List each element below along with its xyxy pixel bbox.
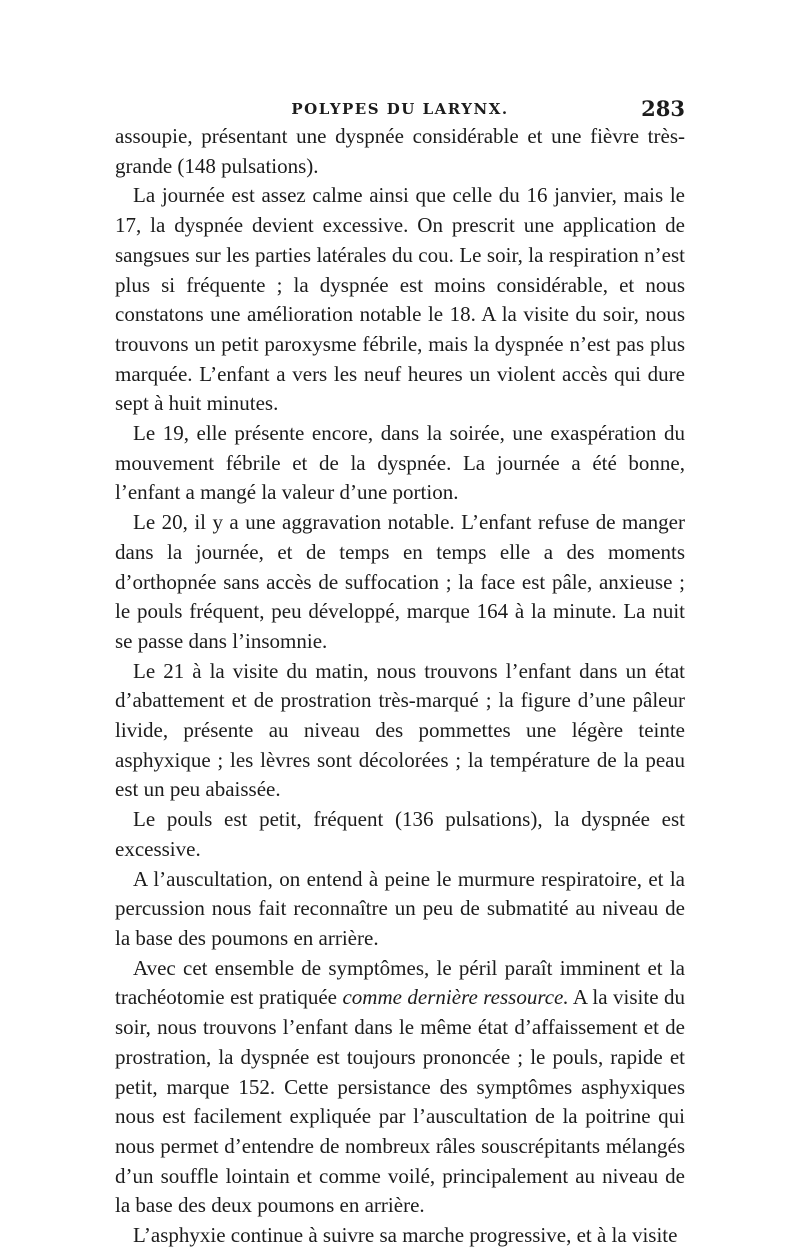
paragraph: Le 19, elle présente encore, dans la soirée, une exaspération du mouvement fébrile et de la dyspnée. La journée a été bonne, l’enfant a mangé la valeur d’une portion.	[115, 421, 685, 505]
paragraph: Le 20, il y a une aggravation notable. L’enfant refuse de manger dans la journée, et de temps en temps elle a des moments d’orthopnée sans accès de suffocation ; la face est pâle, anxieuse ; le pouls fréquent, peu développé, marque 164 à la minute. La nuit se passe dans l’insomnie.	[115, 510, 685, 653]
paragraph-text-after: A la visite du soir, nous trouvons l’enfant dans le même état d’affaissement et de prostration, la dyspnée est toujours prononcée ; le pouls, rapide et petit, marque 152. Cette persistance des symptômes asphyxiques nous est facilement expliquée par l’auscultation de la poitrine qui nous permet d’entendre de nombreux râles souscrépitants mélangés d’un souffle lointain et comme voilé, principalement au niveau de la base des deux poumons en arrière.	[115, 985, 685, 1218]
paragraph-continues-next-page: L’asphyxie continue à suivre sa marche progressive, et à la visite	[133, 1223, 678, 1248]
italic-phrase: comme dernière ressource.	[342, 985, 569, 1010]
paragraph-continuation: assoupie, présentant une dyspnée considérable et une fièvre très-grande (148 pulsations).	[115, 124, 685, 178]
paragraph: La journée est assez calme ainsi que celle du 16 janvier, mais le 17, la dyspnée devient excessive. On prescrit une application de sangsues sur les parties latérales du cou. Le soir, la respiration n’est plus si fréquente ; la dyspnée est moins considérable, et nous constatons une amélioration notable le 18. A la visite du soir, nous trouvons un petit paroxysme fébrile, mais la dyspnée n’est pas plus marquée. L’enfant a vers les neuf heures un violent accès qui dure sept à huit minutes.	[115, 183, 685, 416]
page-number: 283	[641, 96, 685, 121]
paragraph: Le pouls est petit, fréquent (136 pulsations), la dyspnée est excessive.	[115, 807, 685, 861]
paragraph	[115, 954, 685, 1221]
body-text	[115, 122, 685, 1251]
paragraph-text-before: Avec cet ensemble de symptômes, le péril paraît imminent et la trachéotomie est pratiquée	[115, 955, 685, 1010]
paragraph: A l’auscultation, on entend à peine le murmure respiratoire, et la percussion nous fait reconnaître un peu de submatité au niveau de la base des poumons en arrière.	[115, 866, 685, 950]
running-title: POLYPES DU LARYNX.	[291, 100, 509, 118]
paragraph: Le 21 à la visite du matin, nous trouvons l’enfant dans un état d’abattement et de prostration très-marqué ; la figure d’une pâleur livide, présente au niveau des pommettes une légère teinte asphyxique ; les lèvres sont décolorées ; la température de la peau est un peu abaissée.	[115, 658, 685, 802]
